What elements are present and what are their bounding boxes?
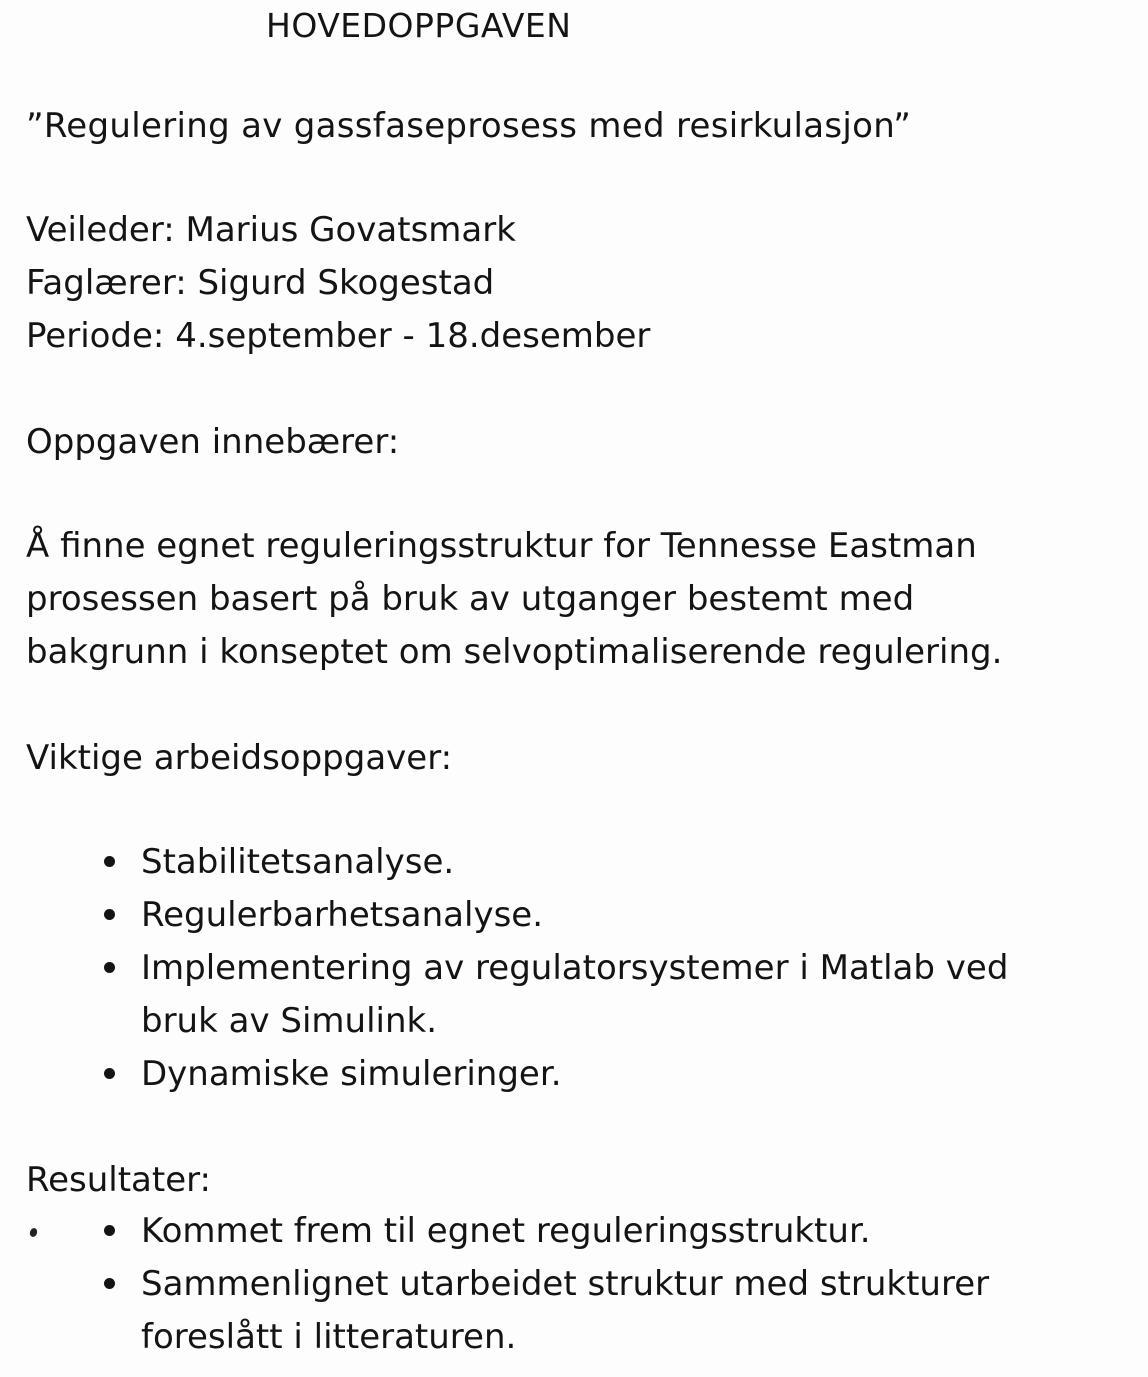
task-description-line: prosessen basert på bruk av utganger bestemt med xyxy=(26,579,915,619)
task-description-line: bakgrunn i konseptet om selvoptimaliserende regulering. xyxy=(26,632,1003,672)
document-title: HOVEDOPPGAVEN xyxy=(266,6,572,45)
list-item xyxy=(104,1258,1104,1364)
work-tasks-heading: Viktige arbeidsoppgaver: xyxy=(26,738,453,778)
list-item-text: Kommet frem til egnet reguleringsstruktur. xyxy=(141,1211,871,1251)
list-item-text: Dynamiske simuleringer. xyxy=(141,1054,562,1094)
bullet-icon xyxy=(104,1278,115,1289)
task-heading: Oppgaven innebærer: xyxy=(26,422,400,462)
period-line: Periode: 4.september - 18.desember xyxy=(26,316,651,356)
task-description-line: Å finne egnet reguleringsstruktur for Tennesse Eastman xyxy=(26,526,977,566)
teacher-line: Faglærer: Sigurd Skogestad xyxy=(26,263,495,303)
supervisor-line: Veileder: Marius Govatsmark xyxy=(26,210,516,250)
list-item-text: Stabilitetsanalyse. xyxy=(141,842,455,882)
list-item xyxy=(104,1205,1104,1258)
list-item-text: Implementering av regulatorsystemer i Matlab ved bruk av Simulink. xyxy=(141,948,1009,1041)
list-item-text: Sammenlignet utarbeidet struktur med strukturer foreslått i litteraturen. xyxy=(141,1264,990,1357)
project-title: ”Regulering av gassfaseprosess med resirkulasjon” xyxy=(26,106,912,146)
bullet-icon xyxy=(104,1225,115,1236)
results-heading: Resultater: xyxy=(26,1160,211,1200)
list-item-text: Regulerbarhetsanalyse. xyxy=(141,895,544,935)
